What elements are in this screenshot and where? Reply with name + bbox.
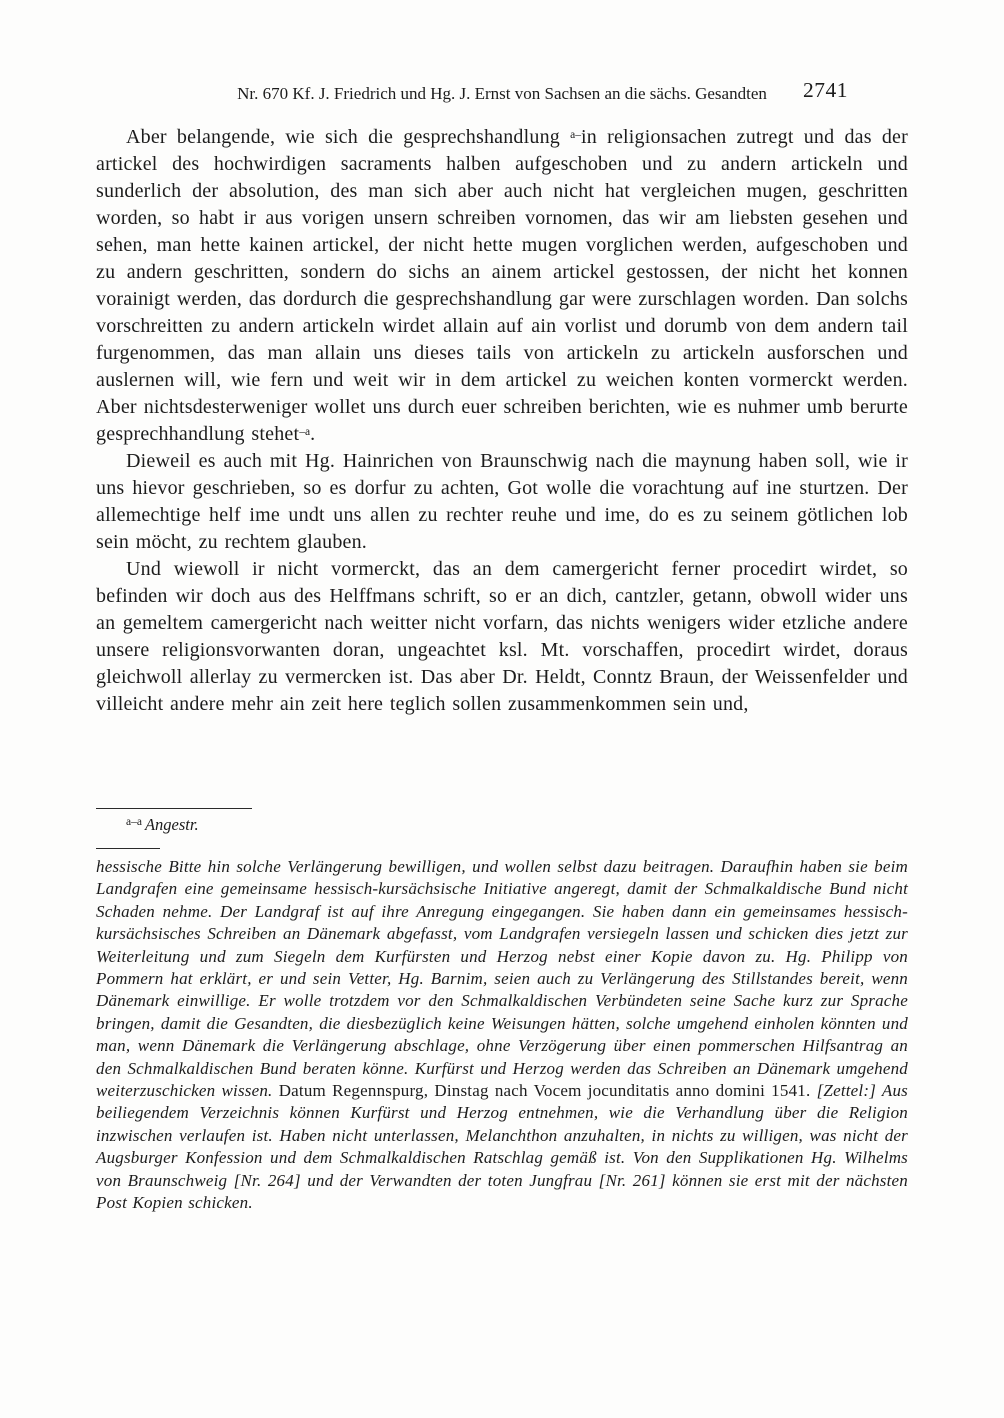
paragraph-3: Und wiewoll ir nicht vormerckt, das an dem camergericht ferner procedirt wirdet, so befinden wir doch aus des Helffmans schrift, so er an dich, cantzler, getann, obwoll wider uns an gemeltem camergericht nach weitter nicht vorfarn, das nichts wenigers wider etzliche andere unsere religionsvorwanten doran, ungeachtet ksl. Mt. vorschaffen, procedirt wirdet, doraus gleichwoll allerlay zu vermercken ist. Das aber Dr. Heldt, Conntz Braun, der Weissenfelder und villeicht andere mehr ain zeit here teglich sollen zusammenkommen sein und, bbox=[96, 558, 908, 715]
apparatus-note-a bbox=[96, 814, 908, 836]
running-head: Nr. 670 Kf. J. Friedrich und Hg. J. Ernst von Sachsen an die sächs. Gesandten bbox=[237, 84, 767, 103]
body-text bbox=[96, 124, 908, 784]
footnote-marker-a-close: –a bbox=[299, 425, 311, 438]
footnote-part-1: hessische Bitte hin solche Verlängerung bewilligen, und wollen selbst dazu beitragen. Daraufhin haben sie beim Landgrafen eine gemeinsame hessisch-kursächsische Initiative angeregt, damit der Schmalkaldische Bund nicht Schaden nehme. Der Landgraf ist auf ihre Anregung eingegangen. Sie haben dann ein gemeinsames hessisch-kursächsisches Schreiben an Dänemark abgefasst, vom Landgrafen versiegeln lassen und schicken dies jetzt zur Weiterleitung und zum Siegeln dem Kurfürsten und Herzog nebst einer Kopie davon zu. Hg. Philipp von Pommern hat erklärt, er und sein Vetter, Hg. Barnim, seien auch zu Verlängerung des Stillstandes bereit, wenn Dänemark einwillige. Er wolle trotzdem vor den Schmalkaldischen Verbündeten seine Sache kurz zur Sprache bringen, damit die Gesandten, die diesbezüglich keine Weisungen hätten, solche umgehend einholen könnten und man, wenn Dänemark die Verlängerung abschlage, ohne Verzögerung über einen pommerschen Hilfsantrag an den Schmalkaldischen Bund beraten könne. Kurfürst und Herzog werden das Schreiben an Dänemark umgehend weiterzuschicken wissen. bbox=[96, 857, 908, 1101]
page-number: 2741 bbox=[803, 78, 848, 102]
footnote-separator bbox=[96, 848, 160, 849]
footnote-part-3: [Zettel:] Aus beiliegendem Verzeichnis können Kurfürst und Herzog entnehmen, wie die Verhandlung über die Religion inzwischen verlaufen ist. Haben nicht unterlassen, Melanchthon anzuhalten, in nichts zu willigen, was nicht der Augsburger Konfession und dem Schmalkaldischen Ratschlag gemäß ist. Von den Supplikationen Hg. Wilhelms von Braunschweig [Nr. 264] und der Verwandten der toten Jungfrau [Nr. 261] können sie erst mit der nächsten Post Kopien schicken. bbox=[96, 1081, 908, 1213]
footnote-part-2: Datum Regennspurg, Dinstag nach Vocem jocunditatis anno domini 1541. bbox=[278, 1081, 817, 1101]
paragraph-1-text-2: in religionsachen zutregt und das der artickel des hochwirdigen sacraments halben aufgeschoben und zu andern artickeln und sunderlich der absolution, des man sich aber auch nicht hat vergleichen mugen, geschritten worden, so habt ir aus vorigen unsern schreiben vornomen, das wir am liebsten gesehen und sehen, man hette kainen artickel, der nicht hette mugen vorglichen werden, aufgeschoben und zu andern geschritten, sondern do sichs an ainem artickel gestossen, der nicht het konnen vorainigt werden, das dordurch die gesprechshandlung gar were zurschlagen worden. Dan solchs vorschreitten zu andern artickeln wirdet allain auf ain vorlist und dorumb von dem andern tail furgenommen, das man allain uns dieses tails von artickeln zu artickeln ausforschen und auslernen will, wie fern und weit wir in dem artickel zu weichen konten vormerckt werden. Aber nichtsdesterweniger wollet uns durch euer schreiben berichten, wie es nuhmer umb berurte gesprechhandlung stehet bbox=[96, 126, 908, 445]
paragraph-1-text-3: . bbox=[310, 423, 316, 445]
apparatus-section bbox=[96, 808, 908, 836]
apparatus-note-marker: a–a bbox=[126, 815, 142, 828]
footnotes-section bbox=[96, 848, 908, 1215]
footnote-continuation bbox=[96, 856, 908, 1215]
apparatus-note-text: Angestr. bbox=[144, 815, 199, 834]
page-header bbox=[96, 78, 908, 106]
paragraph-1 bbox=[96, 124, 908, 448]
paragraph-2: Dieweil es auch mit Hg. Hainrichen von Braunschwig nach die maynung haben soll, wie ir uns hievor geschrieben, so es dorfur zu achten, Got wolle die vorachtung auf ine sturtzen. Der allemechtige helf ime undt uns allen zu rechter reuhe und ime, do es zu seinem götlichen lob sein möcht, zu rechtem glauben. bbox=[96, 450, 908, 553]
paragraph-1-text-1: Aber belangende, wie sich die gesprechshandlung bbox=[126, 126, 571, 148]
apparatus-separator bbox=[96, 808, 252, 809]
footnote-marker-a-open: a– bbox=[570, 128, 581, 141]
